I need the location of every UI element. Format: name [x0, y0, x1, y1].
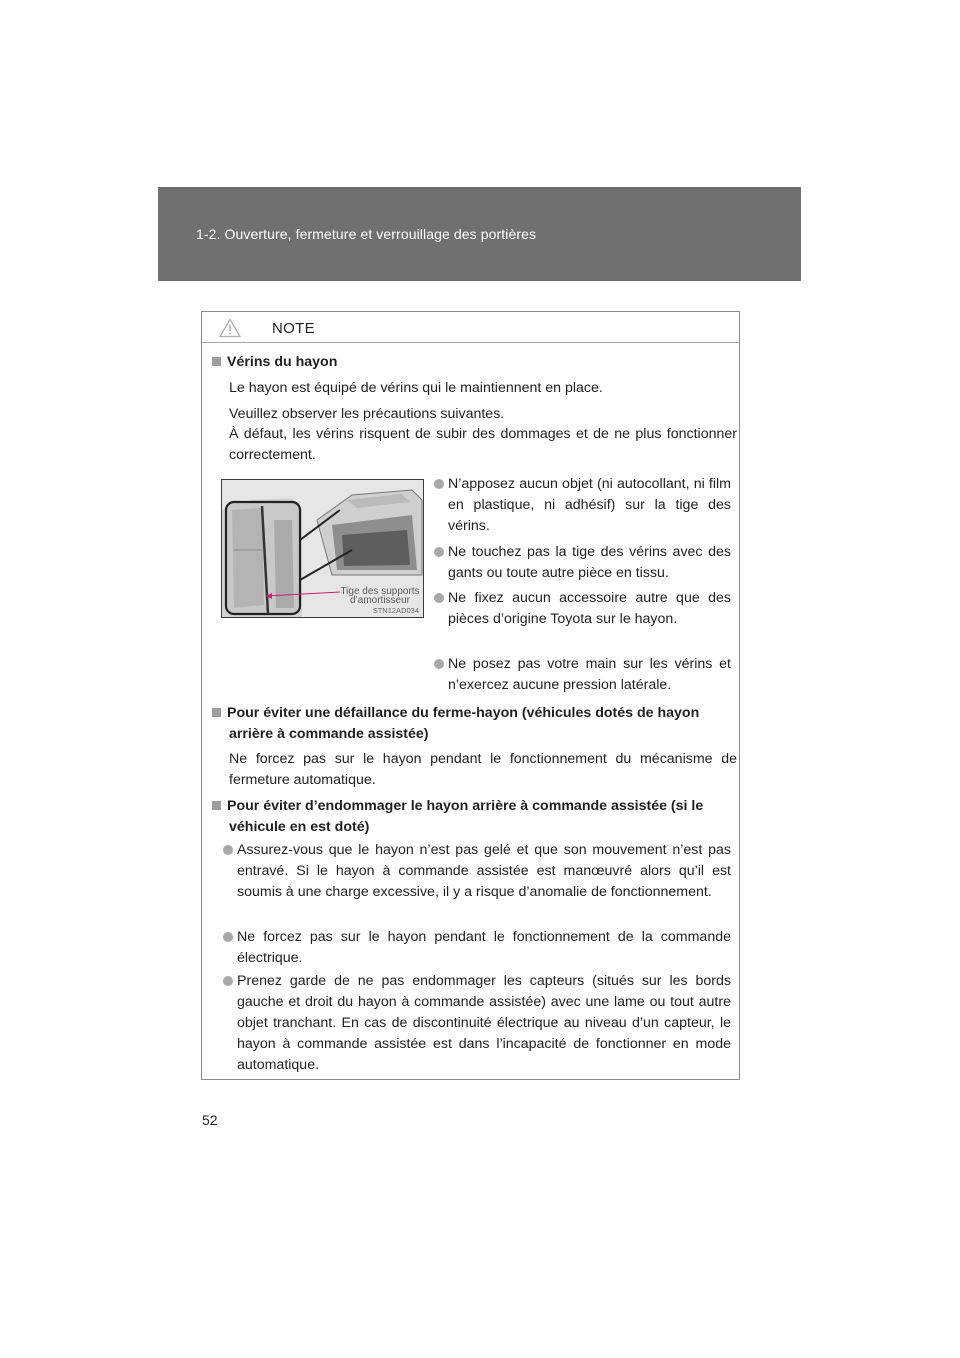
section-title-hayon-assiste: Pour éviter d’endommager le hayon arrière à commande assistée (si le véhicule en est doté): [212, 796, 737, 838]
note-label: NOTE: [272, 320, 315, 337]
bullet-dot-icon: [223, 845, 233, 855]
page-number: 52: [202, 1112, 218, 1128]
note-header: [202, 312, 739, 343]
paragraph: Veuillez observer les précautions suivantes.: [229, 406, 505, 422]
tailgate-figure: [221, 479, 424, 618]
list-item: Assurez-vous que le hayon n’est pas gelé et que son mouvement n’est pas entravé. Si le hayon à commande assistée est manœuvré alors qu’il est soumis à une charge excessive, il y a risque d’anomalie de fonctionnement.: [223, 840, 731, 903]
list-item: Ne fixez aucun accessoire autre que des pièces d’origine Toyota sur le hayon.: [434, 588, 731, 630]
paragraph: À défaut, les vérins risquent de subir des dommages et de ne plus fonctionner correctement.: [229, 426, 737, 463]
figure-label: Tige des supports d’amortisseur: [340, 586, 420, 606]
warning-icon: [219, 318, 241, 338]
bullet-dot-icon: [434, 659, 444, 669]
list-item: Prenez garde de ne pas endommager les capteurs (situés sur les bords gauche et droit du hayon à commande assistée) avec une lame ou tout autre objet tranchant. En cas de discontinuité électrique au niveau d’un capteur, le hayon à commande assistée est dans l’incapacité de fonctionner en mode automatique.: [223, 971, 731, 1076]
list-item: Ne touchez pas la tige des vérins avec des gants ou toute autre pièce en tissu.: [434, 542, 731, 584]
figure-code: STN12AD034: [372, 606, 419, 615]
list-item: Ne posez pas votre main sur les vérins et n’exercez aucune pression latérale.: [434, 654, 731, 696]
paragraph: Ne forcez pas sur le hayon pendant le fonctionnement du mécanisme de fermeture automatique.: [229, 751, 737, 788]
note-box: [201, 311, 740, 1080]
square-bullet-icon: [212, 357, 221, 366]
bullet-dot-icon: [223, 932, 233, 942]
chapter-title: 1-2. Ouverture, fermeture et verrouillage des portières: [196, 226, 537, 242]
bullet-dot-icon: [223, 976, 233, 986]
list-item: Ne forcez pas sur le hayon pendant le fonctionnement de la commande électrique.: [223, 927, 731, 969]
section-title-verins: Vérins du hayon: [212, 352, 737, 373]
square-bullet-icon: [212, 801, 221, 810]
paragraph: Le hayon est équipé de vérins qui le maintiennent en place.: [229, 380, 603, 396]
square-bullet-icon: [212, 708, 221, 717]
bullet-dot-icon: [434, 547, 444, 557]
list-item: N’apposez aucun objet (ni autocollant, ni film en plastique, ni adhésif) sur la tige des vérins.: [434, 474, 731, 537]
bullet-dot-icon: [434, 479, 444, 489]
section-header: [158, 187, 801, 281]
bullet-dot-icon: [434, 593, 444, 603]
section-title-ferme-hayon: Pour éviter une défaillance du ferme-hayon (véhicules dotés de hayon arrière à commande assistée): [212, 703, 737, 745]
